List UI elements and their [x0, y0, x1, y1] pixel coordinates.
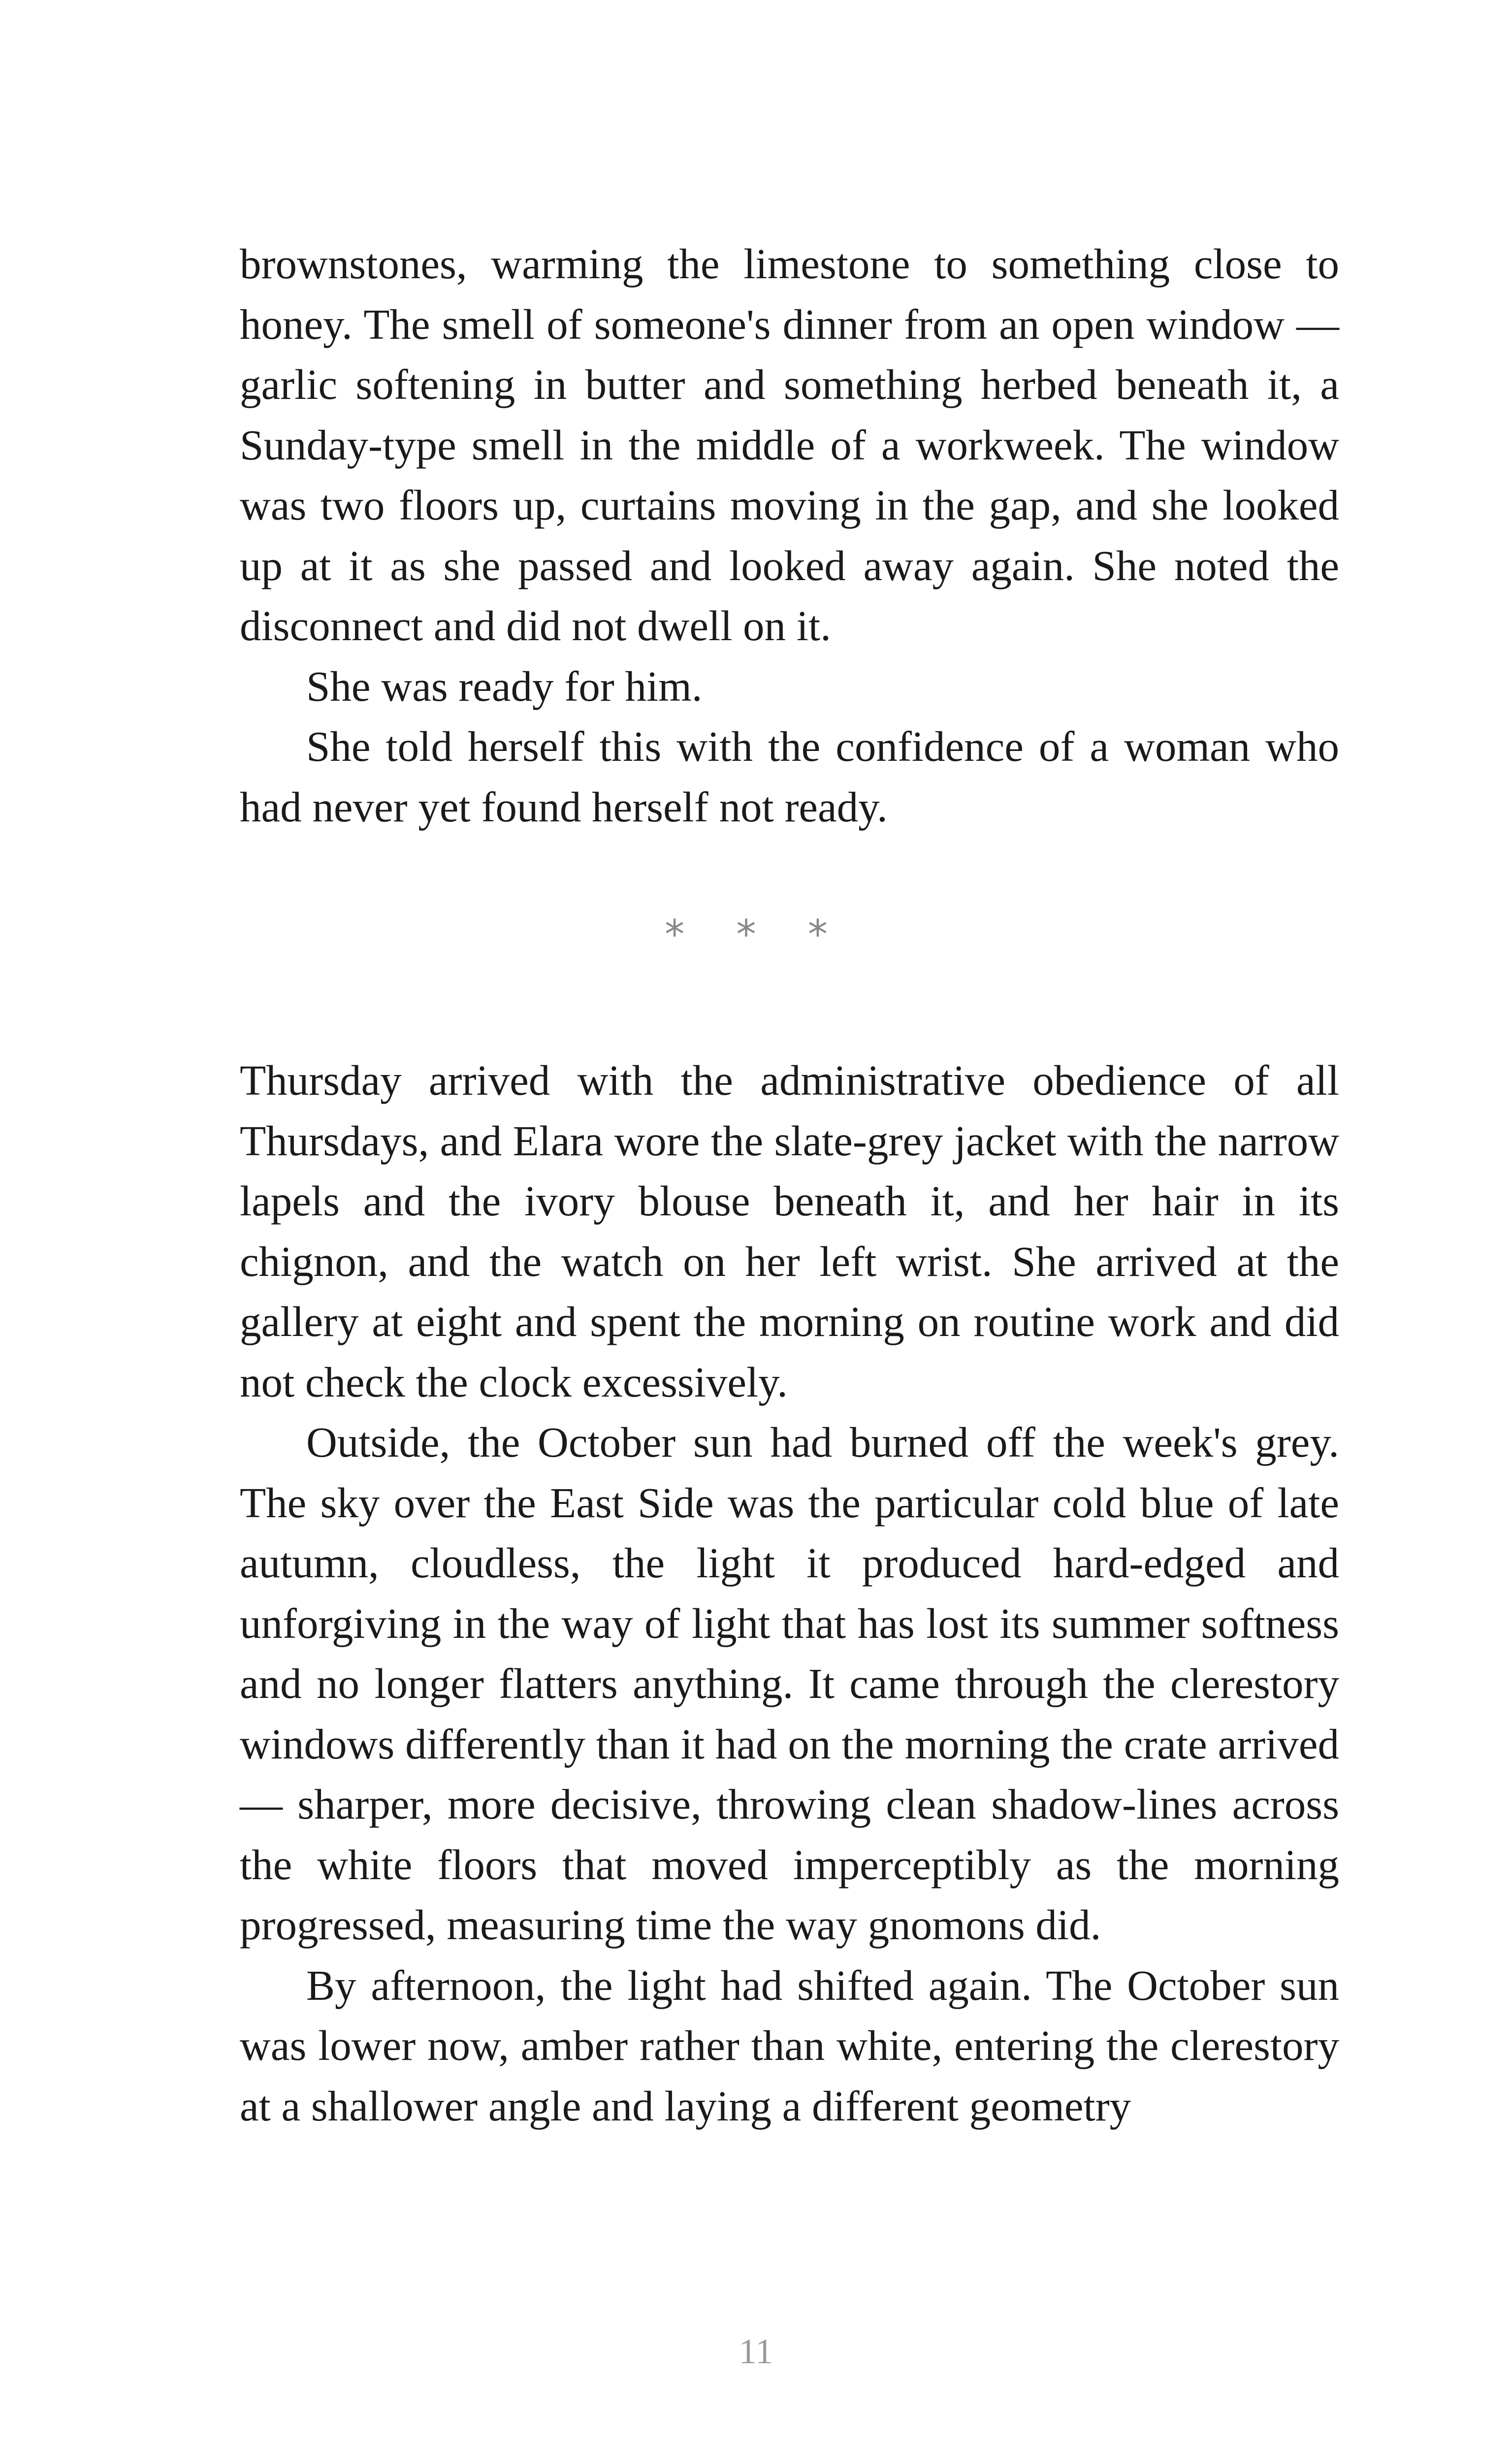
paragraph-continued: brownstones, warming the limestone to something close to honey. The smell of someone's dinner from an open window — garlic softening in butter and something herbed beneath it, a Sunday-type smell in the middle of a workweek. The window was two floors up, curtains moving in the gap, and she looked up at it as she passed and looked away again. She noted the disconnect and did not dwell on it. — [240, 240, 1339, 650]
body-text-section-one — [240, 234, 1339, 837]
body-text-section-two — [240, 1050, 1339, 2136]
paragraph-section-start: Thursday arrived with the administrative obedience of all Thursdays, and Elara wore the slate-grey jacket with the narrow lapels and the ivory blouse beneath it, and her hair in its chignon, and the watch on her left wrist. She arrived at the gallery at eight and spent the morning on routine work and did not check the clock excessively. — [240, 1056, 1339, 1406]
paragraph: Outside, the October sun had burned off the week's grey. The sky over the East Side was the particular cold blue of late autumn, cloudless, the light it produced hard-edged and unforgiving in the way of light that has lost its summer softness and no longer flatters anything. It came through the clerestory windows differently than it had on the morning the crate arrived — sharper, more decisive, throwing clean shadow-lines across the white floors that moved imperceptibly as the morning progressed, measuring time the way gnomons did. — [240, 1418, 1339, 1949]
paragraph: She was ready for him. — [306, 662, 703, 710]
paragraph: By afternoon, the light had shifted again. The October sun was lower now, amber rather than white, entering the clerestory at a shallower angle and laying a different geometry — [240, 1961, 1339, 2130]
paragraph: She told herself this with the confidence of a woman who had never yet found herself not ready. — [240, 722, 1339, 831]
page-number: 11 — [739, 2332, 773, 2371]
scene-break-asterisks: * * * — [665, 912, 847, 957]
